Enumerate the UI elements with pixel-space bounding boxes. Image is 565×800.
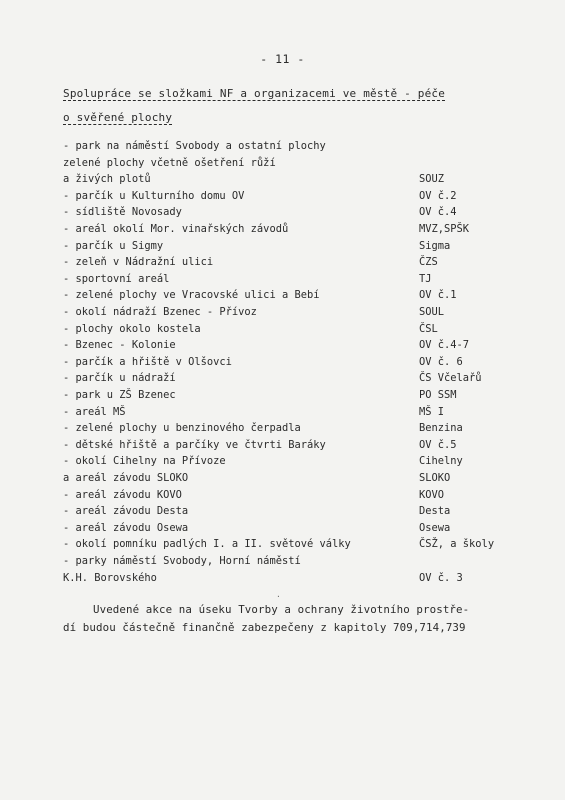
list-item [0,470,565,487]
area-description: - plochy okolo kostela [63,322,201,335]
area-description: - areál závodu Osewa [63,521,189,534]
list-item [0,487,565,504]
list-item [0,404,565,421]
list-item [0,370,565,387]
list-item [0,553,565,570]
list-item [0,221,565,238]
area-description: a areál závodu SLOKO [63,472,189,484]
section-heading-line-2: o svěřené plochy [63,111,173,124]
area-description: - park na náměstí Svobody a ostatní plochy [63,140,326,152]
responsible-organization: OV č.1 [419,289,457,302]
responsible-organization: Desta [419,505,451,518]
responsible-organization: OV č. 6 [419,355,463,368]
responsible-organization: MŠ I [419,405,445,418]
responsible-organization: OV č. 3 [419,571,463,584]
area-description: - Bzenec - Kolonie [63,339,176,352]
responsible-organization: OV č.2 [419,189,457,202]
responsible-organization: ČSL [419,322,438,335]
list-item [0,321,565,338]
list-item [0,238,565,255]
section-heading-line-1: Spolupráce se složkami NF a organizacemi ve městě - péče [63,87,446,100]
footer-text-line-1: Uvedené akce na úseku Tvorby a ochrany životního prostře- [93,603,470,616]
responsible-organization: SOUZ [419,173,445,186]
area-description: - dětské hřiště a parčíky ve čtvrti Baráky [63,438,326,451]
area-description: - okolí pomníku padlých I. a II. světové války [63,538,351,551]
list-item [0,171,565,188]
list-item [0,138,565,155]
area-description: - park u ZŠ Bzenec [63,389,176,401]
area-description: - areál MŠ [63,405,126,418]
list-item [0,204,565,221]
responsible-organization: Sigma [419,239,451,252]
footer-text-line-2: dí budou částečně finančně zabezpečeny z kapitoly 709,714,739 [63,621,466,634]
list-item [0,437,565,454]
area-description: - areál závodu Desta [63,505,189,518]
responsible-organization: SLOKO [419,472,451,484]
area-description: - sportovní areál [63,272,170,285]
responsible-organization: Benzina [419,422,463,435]
responsible-organization: OV č.4-7 [419,339,470,352]
area-description: - parčík u Kulturního domu OV [63,189,245,202]
area-description: - sídliště Novosady [63,206,182,219]
page-number: - 11 - [260,52,305,66]
list-item [0,520,565,537]
list-item [0,453,565,470]
list-item [0,287,565,304]
area-description: - zelené plochy u benzinového čerpadla [63,422,301,435]
list-item [0,155,565,172]
responsible-organization: OV č.5 [419,438,457,451]
area-description: - parčík a hřiště v Olšovci [63,355,232,368]
area-description: - areál okolí Mor. vinařských závodů [63,223,289,235]
list-item [0,570,565,587]
list-item [0,354,565,371]
area-description: - areál závodu KOVO [63,488,182,501]
responsible-organization: Cihelny [419,455,463,468]
responsible-organization: KOVO [419,488,445,501]
list-item [0,304,565,321]
list-item [0,420,565,437]
responsible-organization: MVZ,SPŠK [419,223,470,235]
responsible-organization: ČS Včelařů [419,372,482,385]
area-description: zelené plochy včetně ošetření růží [63,156,276,169]
list-item [0,536,565,553]
list-item [0,254,565,271]
area-description: - zeleň v Nádražní ulici [63,256,214,269]
list-item [0,188,565,205]
list-item [0,337,565,354]
area-description: - okolí Cihelny na Přívoze [63,455,226,468]
ink-speck: · [276,592,281,601]
responsible-organization: ČSŽ, a školy [419,538,495,551]
responsible-organization: TJ [419,272,432,285]
responsible-organization: SOUL [419,306,445,318]
responsible-organization: Osewa [419,521,451,534]
area-description: - parčík u nádraží [63,372,176,385]
responsible-organization: PO SSM [419,389,457,401]
area-description: - okolí nádraží Bzenec - Přívoz [63,306,257,318]
list-item [0,271,565,288]
list-item [0,503,565,520]
responsible-organization: ČZS [419,256,438,269]
area-description: - parčík u Sigmy [63,239,164,252]
list-item [0,387,565,404]
area-description: a živých plotů [63,173,151,186]
area-description: K.H. Borovského [63,571,157,584]
area-description: - zelené plochy ve Vracovské ulici a Bebí [63,289,320,302]
responsible-organization: OV č.4 [419,206,457,219]
area-description: - parky náměstí Svobody, Horní náměstí [63,555,301,567]
